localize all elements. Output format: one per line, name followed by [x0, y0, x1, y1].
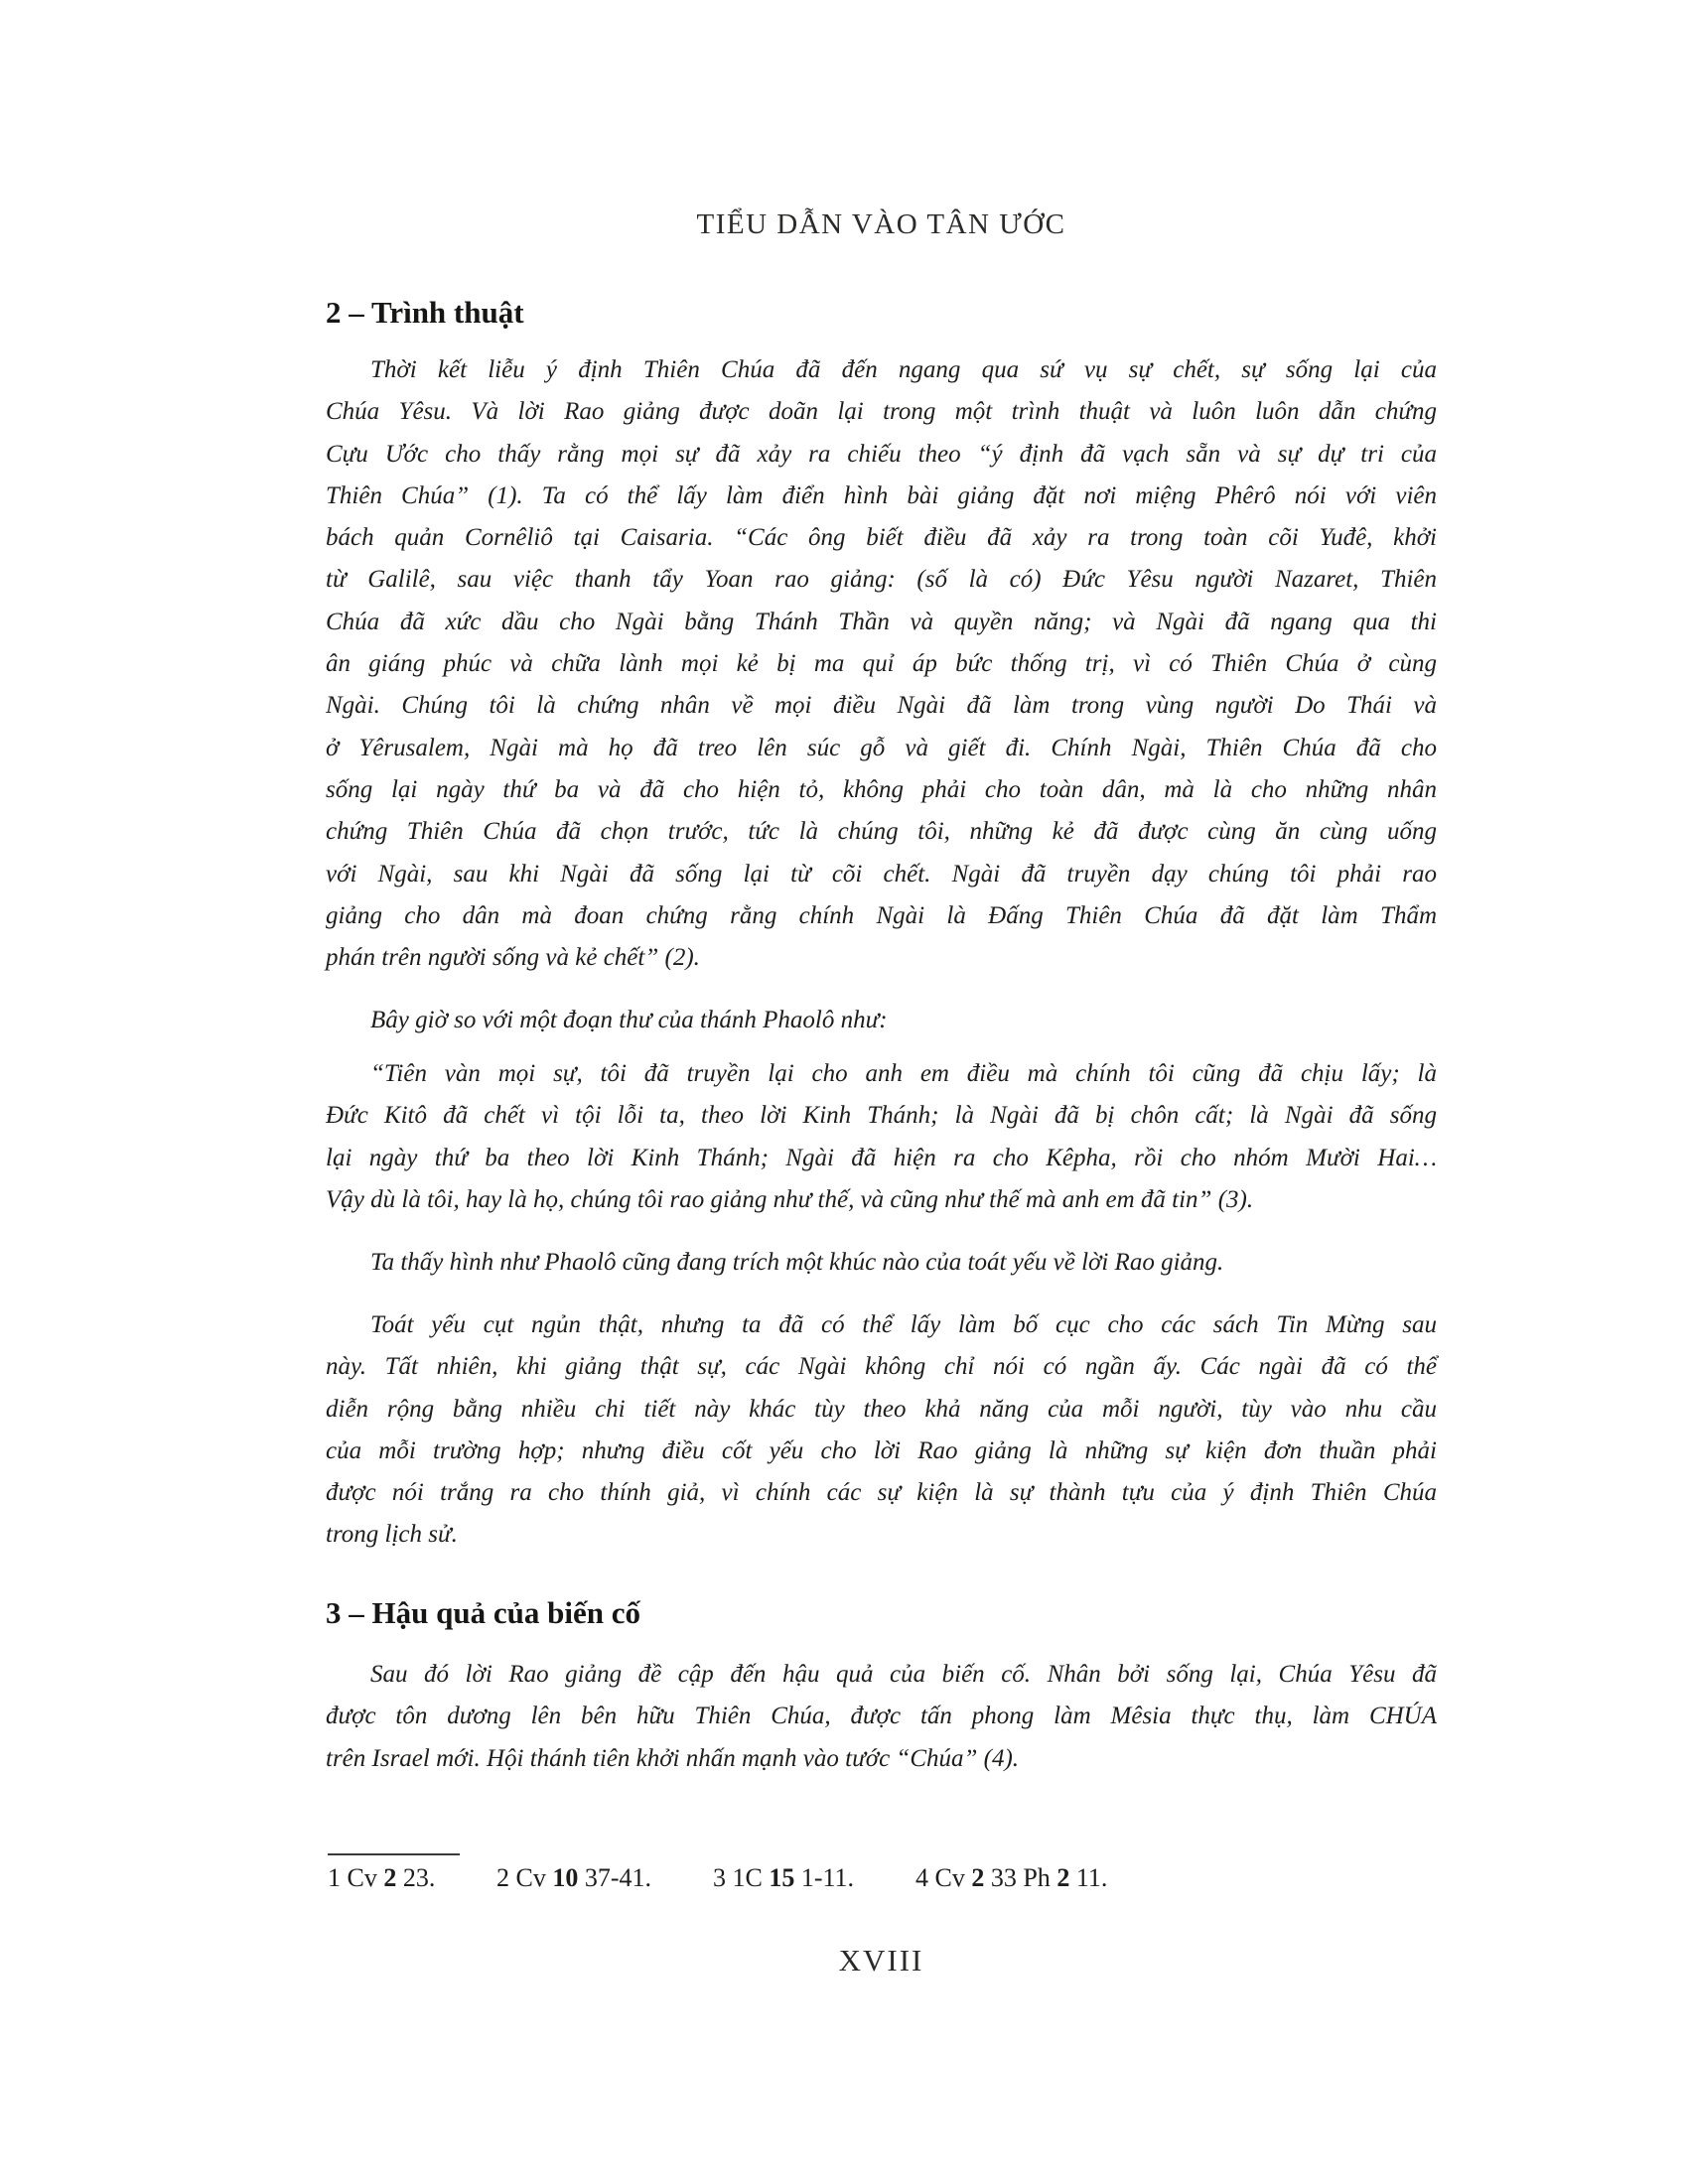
footnote-1: 1 Cv 2 23. — [328, 1863, 436, 1892]
footnote-chapter-number: 2 — [1056, 1863, 1070, 1892]
text-line: Thời kết liễu ý định Thiên Chúa đã đến ngang qua sứ vụ sự chết, sự sống lại của — [370, 356, 1437, 383]
text-line: được tôn dương lên bên hữu Thiên Chúa, được tấn phong làm Mêsia thực thụ, làm CHÚA — [326, 1703, 1437, 1730]
text-line: Cựu Ước cho thấy rằng mọi sự đã xảy ra chiếu theo “ý định đã vạch sẵn và sự dự tri của — [326, 440, 1437, 468]
text-line: Ngài. Chúng tôi là chứng nhân về mọi điều Ngài đã làm trong vùng người Do Thái và — [326, 692, 1437, 720]
paragraph-compare-paul-intro — [326, 1000, 1437, 1041]
footnote-3: 3 1C 15 1-11. — [713, 1863, 855, 1892]
text-line: Chúa đã xức dầu cho Ngài bằng Thánh Thần và quyền năng; và Ngài đã ngang qua thi — [326, 608, 1437, 635]
text-line: bách quản Cornêliô tại Caisaria. “Các ông biết điều đã xảy ra trong toàn cõi Yuđê, khởi — [326, 524, 1437, 552]
paragraph-kerygma-narrative — [326, 349, 1437, 979]
footnote-2: 2 Cv 10 37-41. — [496, 1863, 652, 1892]
page-number: XVIII — [838, 1943, 924, 1978]
text-line: chứng Thiên Chúa đã chọn trước, tức là chúng tôi, những kẻ đã được cùng ăn cùng uống — [326, 818, 1437, 846]
section-heading-2-trinh-thuat: 2 – Trình thuật — [326, 295, 524, 330]
text-line: diễn rộng bằng nhiều chi tiết này khác tùy theo khả năng của mỗi người, tùy vào nhu cầu — [326, 1395, 1437, 1423]
text-line: giảng cho dân mà đoan chứng rằng chính Ngài là Đấng Thiên Chúa đã đặt làm Thẩm — [326, 901, 1437, 929]
text-line: Sau đó lời Rao giảng đề cập đến hậu quả của biến cố. Nhân bởi sống lại, Chúa Yêsu đã — [370, 1661, 1437, 1688]
text-line: được nói trắng ra cho thính giả, vì chính các sự kiện là sự thành tựu của ý định Thiên Chúa — [326, 1479, 1437, 1507]
footnote-chapter-number: 10 — [552, 1863, 579, 1892]
text-line: ở Yêrusalem, Ngài mà họ đã treo lên súc gỗ và giết đi. Chính Ngài, Thiên Chúa đã cho — [326, 734, 1437, 761]
footnote-4: 4 Cv 2 33 Ph 2 11. — [915, 1863, 1108, 1892]
text-line: Ta thấy hình như Phaolô cũng đang trích một khúc nào của toát yếu về lời Rao giảng. — [370, 1249, 1224, 1276]
text-line: trong lịch sử. — [326, 1521, 458, 1549]
text-line: Toát yếu cụt ngủn thật, nhưng ta đã có thể lấy làm bố cục cho các sách Tin Mừng sau — [370, 1311, 1437, 1338]
text-line: của mỗi trường hợp; nhưng điều cốt yếu cho lời Rao giảng là những sự kiện đơn thuần phải — [326, 1436, 1437, 1464]
section-heading-3-hau-qua: 3 – Hậu quả của biến cố — [326, 1595, 640, 1630]
text-line: từ Galilê, sau việc thanh tẩy Yoan rao giảng: (số là có) Đức Yêsu người Nazaret, Thiên — [326, 566, 1437, 594]
footnote-chapter-number: 2 — [383, 1863, 397, 1892]
text-line: phán trên người sống và kẻ chết” (2). — [326, 944, 700, 972]
footnote-separator-rule — [328, 1853, 460, 1855]
text-line: Bây giờ so với một đoạn thư của thánh Phaolô như: — [370, 1007, 888, 1033]
text-line: sống lại ngày thứ ba và đã cho hiện tỏ, không phải cho toàn dân, mà là cho những nhân — [326, 775, 1437, 803]
footnote-row — [326, 1862, 1437, 1896]
running-header: TIỂU DẪN VÀO TÂN ƯỚC — [696, 208, 1066, 240]
paragraph-outline-gospels — [326, 1304, 1437, 1557]
text-line: trên Israel mới. Hội thánh tiên khởi nhấn mạnh vào tước “Chúa” (4). — [326, 1744, 1020, 1772]
footnote-chapter-number: 15 — [769, 1863, 795, 1892]
paragraph-consequence-of-event — [326, 1654, 1437, 1780]
paragraph-paul-summary-remark — [326, 1242, 1437, 1284]
text-line: với Ngài, sau khi Ngài đã sống lại từ cõi chết. Ngài đã truyền dạy chúng tôi phải rao — [326, 860, 1437, 887]
text-line: Đức Kitô đã chết vì tội lỗi ta, theo lời Kinh Thánh; là Ngài đã bị chôn cất; là Ngài đã sống — [326, 1102, 1437, 1130]
footnote-chapter-number: 2 — [971, 1863, 985, 1892]
text-line: lại ngày thứ ba theo lời Kinh Thánh; Ngài đã hiện ra cho Kêpha, rồi cho nhóm Mười Hai… — [326, 1144, 1437, 1171]
text-line: “Tiên vàn mọi sự, tôi đã truyền lại cho anh em điều mà chính tôi cũng đã chịu lấy; là — [370, 1060, 1437, 1087]
text-line: này. Tất nhiên, khi giảng thật sự, các Ngài không chỉ nói có ngần ấy. Các ngài đã có thể — [326, 1353, 1437, 1381]
text-line: Vậy dù là tôi, hay là họ, chúng tôi rao giảng như thế, và cũng như thế mà anh em đã tin” (3). — [326, 1185, 1254, 1213]
text-line: Thiên Chúa” (1). Ta có thể lấy làm điển hình bài giảng đặt nơi miệng Phêrô nói với viên — [326, 481, 1437, 509]
text-line: Chúa Yêsu. Và lời Rao giảng được doãn lại trong một trình thuật và luôn luôn dẫn chứng — [326, 398, 1437, 426]
paragraph-paul-quote — [326, 1053, 1437, 1221]
text-line: ân giáng phúc và chữa lành mọi kẻ bị ma quỉ áp bức thống trị, vì có Thiên Chúa ở cùng — [326, 650, 1437, 678]
